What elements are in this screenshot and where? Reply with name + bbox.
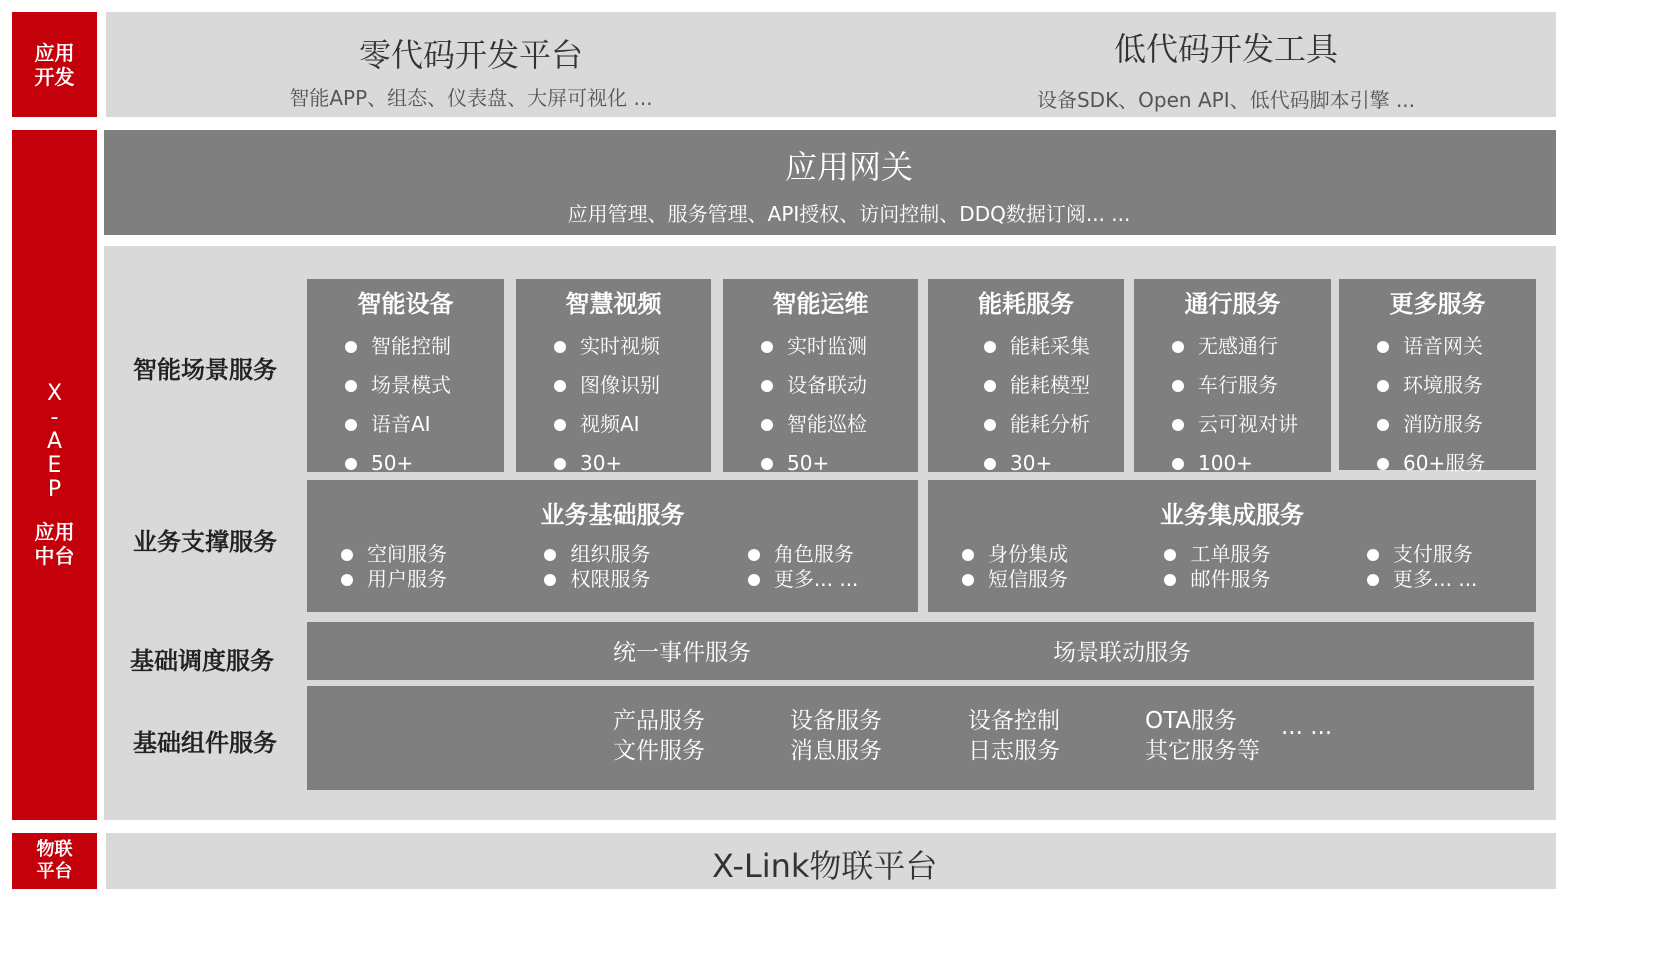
support-item: 权限服务 bbox=[544, 567, 713, 592]
scene-card-item: 智能控制 bbox=[345, 327, 504, 366]
scene-card-item: 30+ bbox=[984, 444, 1124, 483]
bullet-icon bbox=[341, 574, 353, 586]
scene-card-title: 智能设备 bbox=[357, 290, 454, 318]
bullet-icon bbox=[1172, 380, 1184, 392]
scene-card-item: 云可视对讲 bbox=[1172, 405, 1331, 444]
scene-card-item: 图像识别 bbox=[554, 366, 711, 405]
scene-card-item: 50+ bbox=[761, 444, 918, 483]
xaep-letter: E bbox=[47, 453, 62, 478]
component-item: 其它服务等 bbox=[1145, 738, 1260, 764]
scene-card bbox=[516, 279, 711, 475]
component-item: 设备控制 bbox=[968, 708, 1060, 734]
scene-card-title: 通行服务 bbox=[1184, 290, 1281, 318]
component-column bbox=[1145, 706, 1260, 766]
support-item: 工单服务 bbox=[1164, 542, 1332, 567]
scene-card-item: 实时监测 bbox=[761, 327, 918, 366]
bullet-icon bbox=[544, 574, 556, 586]
scene-card-item: 无感通行 bbox=[1172, 327, 1331, 366]
iot-platform-band bbox=[106, 833, 1556, 889]
component-more: ... ... bbox=[1281, 714, 1333, 740]
scene-card-item: 能耗采集 bbox=[984, 327, 1124, 366]
component-column bbox=[613, 706, 705, 766]
zero-code-block bbox=[206, 30, 736, 111]
bullet-icon bbox=[984, 458, 996, 470]
xaep-label bbox=[12, 130, 97, 820]
scene-linkage-service: 场景联动服务 bbox=[1053, 640, 1191, 666]
bullet-icon bbox=[984, 341, 996, 353]
xaep-letter: P bbox=[47, 477, 62, 502]
bullet-icon bbox=[1164, 549, 1176, 561]
bullet-icon bbox=[554, 458, 566, 470]
app-dev-label: 应用 开发 bbox=[12, 12, 97, 117]
scene-card-item: 场景模式 bbox=[345, 366, 504, 405]
support-card bbox=[928, 480, 1536, 612]
bullet-icon bbox=[345, 341, 357, 353]
bullet-icon bbox=[1377, 380, 1389, 392]
scene-card-item: 语音网关 bbox=[1377, 327, 1536, 366]
zero-code-subtitle: 智能APP、组态、仪表盘、大屏可视化 ... bbox=[289, 86, 653, 110]
scene-card-item: 60+服务 bbox=[1377, 444, 1536, 483]
bullet-icon bbox=[1377, 419, 1389, 431]
scene-card-item: 车行服务 bbox=[1172, 366, 1331, 405]
scene-card bbox=[723, 279, 918, 475]
scene-card-item: 能耗模型 bbox=[984, 366, 1124, 405]
support-item: 支付服务 bbox=[1367, 542, 1535, 567]
app-mid-label: 应用 中台 bbox=[34, 520, 75, 568]
bullet-icon bbox=[544, 549, 556, 561]
row-label-schedule: 基础调度服务 bbox=[130, 647, 274, 675]
support-item: 更多... ... bbox=[748, 567, 917, 592]
xaep-letter: - bbox=[50, 405, 59, 430]
bullet-icon bbox=[554, 341, 566, 353]
support-item: 短信服务 bbox=[962, 567, 1130, 592]
bullet-icon bbox=[962, 549, 974, 561]
bullet-icon bbox=[761, 419, 773, 431]
scene-card-item: 50+ bbox=[345, 444, 504, 483]
xaep-letter: X bbox=[46, 381, 63, 406]
scene-card-item: 消防服务 bbox=[1377, 405, 1536, 444]
gateway-band bbox=[104, 130, 1556, 235]
support-card-title: 业务集成服务 bbox=[1160, 501, 1304, 529]
bullet-icon bbox=[1377, 458, 1389, 470]
support-item: 角色服务 bbox=[748, 542, 917, 567]
scene-card bbox=[1339, 279, 1536, 475]
bullet-icon bbox=[345, 380, 357, 392]
support-item: 组织服务 bbox=[544, 542, 713, 567]
bullet-icon bbox=[554, 380, 566, 392]
support-item: 空间服务 bbox=[341, 542, 510, 567]
gateway-title: 应用网关 bbox=[784, 148, 913, 186]
component-item: OTA服务 bbox=[1145, 708, 1238, 734]
component-item: 日志服务 bbox=[968, 738, 1060, 764]
scene-card-item: 30+ bbox=[554, 444, 711, 483]
scene-card-item: 视频AI bbox=[554, 405, 711, 444]
bullet-icon bbox=[345, 419, 357, 431]
scene-card-item: 实时视频 bbox=[554, 327, 711, 366]
component-column bbox=[968, 706, 1060, 766]
scene-card-title: 智能运维 bbox=[772, 290, 869, 318]
component-item: 文件服务 bbox=[613, 738, 705, 764]
scene-card-title: 能耗服务 bbox=[978, 290, 1074, 318]
scene-card bbox=[307, 279, 504, 475]
bullet-icon bbox=[1367, 549, 1379, 561]
support-card-title: 业务基础服务 bbox=[540, 501, 685, 529]
unified-event-service: 统一事件服务 bbox=[613, 640, 751, 666]
bullet-icon bbox=[984, 419, 996, 431]
scene-card bbox=[1134, 279, 1331, 475]
scene-card-item: 语音AI bbox=[345, 405, 504, 444]
scene-card-item: 能耗分析 bbox=[984, 405, 1124, 444]
bullet-icon bbox=[761, 458, 773, 470]
bullet-icon bbox=[1377, 341, 1389, 353]
scene-card-item: 设备联动 bbox=[761, 366, 918, 405]
xaep-letter: A bbox=[46, 429, 63, 454]
component-item: 产品服务 bbox=[613, 708, 705, 734]
scene-card-title: 智慧视频 bbox=[565, 290, 662, 318]
support-item: 更多... ... bbox=[1367, 567, 1535, 592]
support-item: 身份集成 bbox=[962, 542, 1130, 567]
bullet-icon bbox=[554, 419, 566, 431]
xaep-letters bbox=[47, 382, 62, 502]
component-item: 设备服务 bbox=[790, 708, 882, 734]
bullet-icon bbox=[1172, 458, 1184, 470]
row-label-support: 业务支撑服务 bbox=[133, 528, 277, 556]
bullet-icon bbox=[345, 458, 357, 470]
bullet-icon bbox=[962, 574, 974, 586]
bullet-icon bbox=[748, 574, 760, 586]
low-code-title: 低代码开发工具 bbox=[1113, 30, 1338, 68]
bullet-icon bbox=[1164, 574, 1176, 586]
bullet-icon bbox=[761, 380, 773, 392]
low-code-subtitle: 设备SDK、Open API、低代码脚本引擎 ... bbox=[1036, 88, 1416, 112]
iot-platform-title: X-Link物联平台 bbox=[712, 847, 938, 885]
scene-card bbox=[928, 279, 1124, 475]
bullet-icon bbox=[1172, 341, 1184, 353]
component-box bbox=[307, 686, 1534, 790]
bullet-icon bbox=[1367, 574, 1379, 586]
app-dev-band bbox=[106, 12, 1556, 117]
bullet-icon bbox=[341, 549, 353, 561]
low-code-block bbox=[986, 24, 1466, 113]
row-label-component: 基础组件服务 bbox=[133, 729, 277, 757]
schedule-bar bbox=[307, 622, 1534, 680]
gateway-subtitle: 应用管理、服务管理、API授权、访问控制、DDQ数据订阅... ... bbox=[567, 202, 1131, 226]
scene-card-title: 更多服务 bbox=[1389, 290, 1486, 318]
scene-card-item: 100+ bbox=[1172, 444, 1331, 483]
support-item: 邮件服务 bbox=[1164, 567, 1332, 592]
bullet-icon bbox=[1172, 419, 1184, 431]
iot-label: 物联 平台 bbox=[12, 833, 97, 889]
bullet-icon bbox=[748, 549, 760, 561]
bullet-icon bbox=[984, 380, 996, 392]
support-item: 用户服务 bbox=[341, 567, 510, 592]
zero-code-title: 零代码开发平台 bbox=[358, 36, 583, 74]
bullet-icon bbox=[761, 341, 773, 353]
component-item: 消息服务 bbox=[790, 738, 882, 764]
scene-card-item: 智能巡检 bbox=[761, 405, 918, 444]
support-card bbox=[307, 480, 918, 612]
component-column bbox=[790, 706, 882, 766]
row-label-scene: 智能场景服务 bbox=[133, 356, 277, 384]
scene-card-item: 环境服务 bbox=[1377, 366, 1536, 405]
